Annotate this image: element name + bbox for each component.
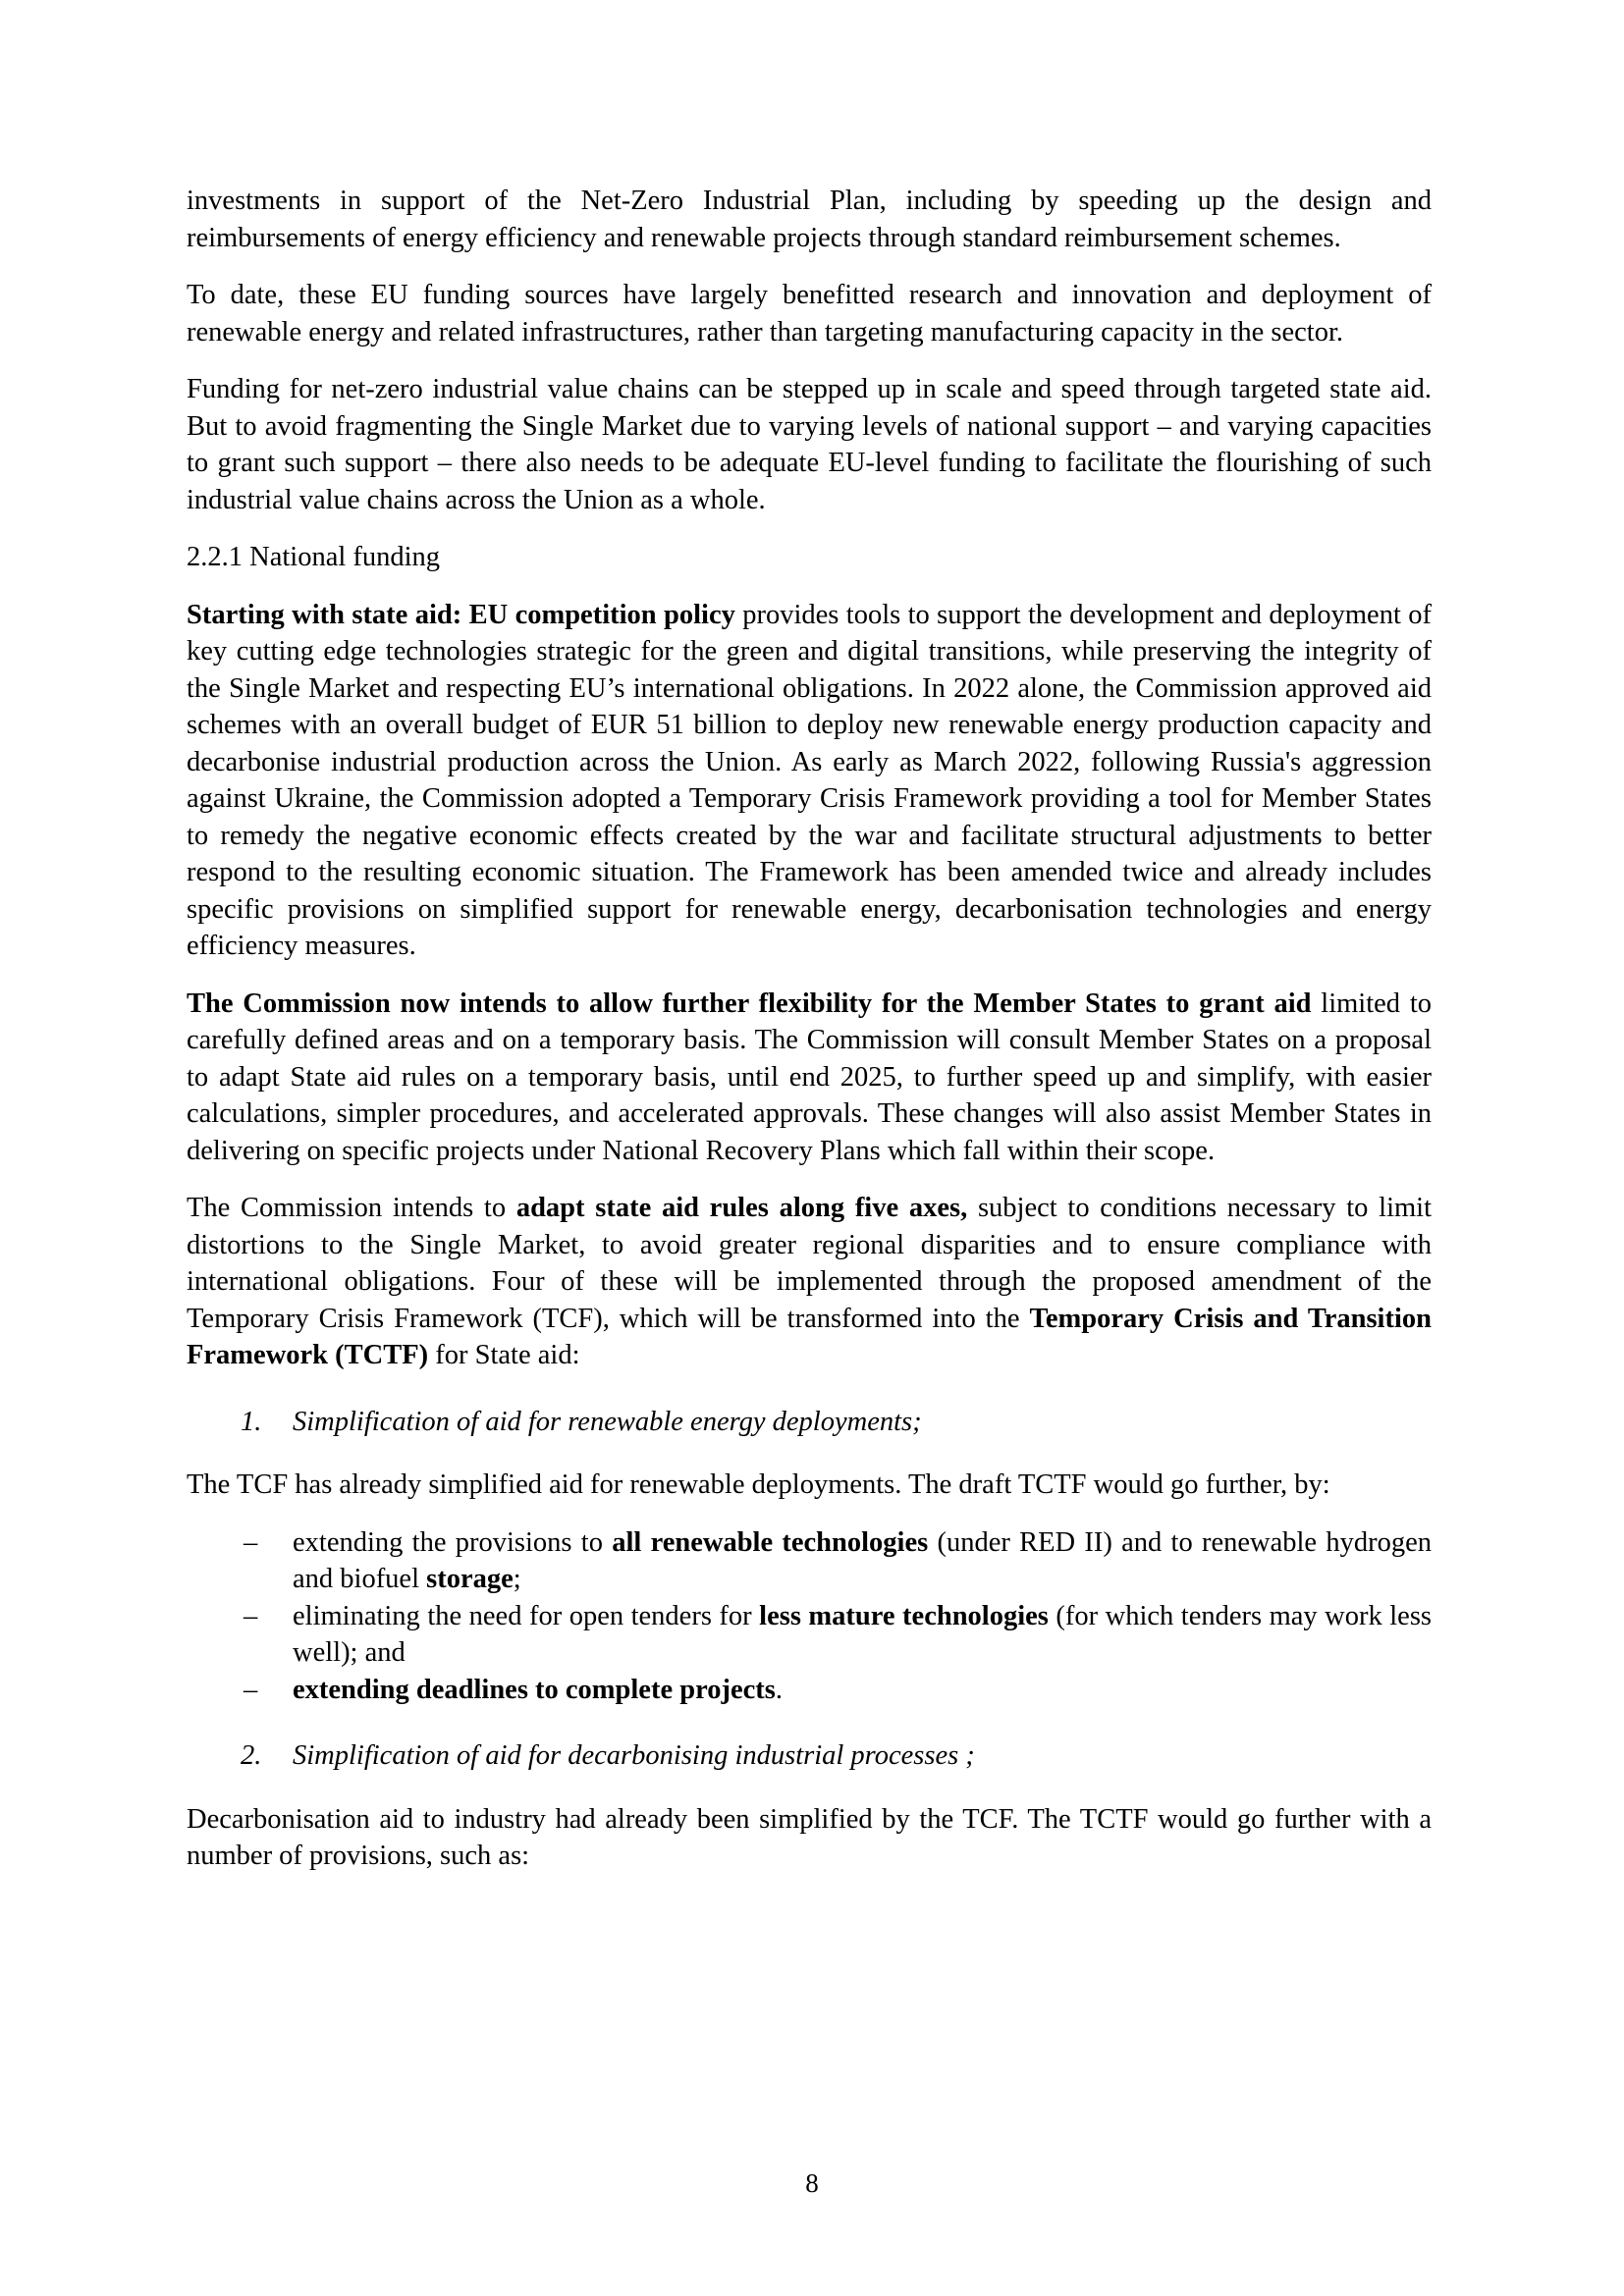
dash-bullet-text: extending deadlines to complete projects. xyxy=(293,1674,783,1705)
paragraph-starting-state-aid: Starting with state aid: EU competition policy provides tools to support the development and deployment of key cutting edge technologies strategic for the green and digital transitions, while preserving the integrity of the Single Market and respecting EU’s international obligations. In 2022 alone, the Commission approved aid schemes with an overall budget of EUR 51 billion to deploy new renewable energy production capacity and decarbonise industrial production across the Union. As early as March 2022, following Russia's aggression against Ukraine, the Commission adopted a Temporary Crisis Framework providing a tool for Member States to remedy the negative economic effects created by the war and facilitate structural adjustments to better respond to the resulting economic situation. The Framework has been amended twice and already includes specific provisions on simplified support for renewable energy, decarbonisation technologies and energy efficiency measures. xyxy=(187,599,1433,961)
page-number: 8 xyxy=(805,2168,819,2198)
numbered-item-2-number: 2. xyxy=(241,1740,262,1771)
numbered-item-1-text: Simplification of aid for renewable energy deployments; xyxy=(293,1406,922,1437)
dash-bullet-list xyxy=(187,1524,1432,1709)
paragraph-funding-value-chains: Funding for net-zero industrial value chains can be stepped up in scale and speed through targeted state aid. But to avoid fragmenting the Single Market due to varying levels of national support – and varying capacities to grant such support – there also needs to be adequate EU-level funding to facilitate the flourishing of such industrial value chains across the Union as a whole. xyxy=(187,374,1432,515)
section-heading-national-funding: 2.2.1 National funding xyxy=(187,542,441,572)
numbered-item-1 xyxy=(187,1404,1432,1441)
numbered-item-2 xyxy=(187,1737,1432,1775)
paragraph-net-zero-continuation: investments in support of the Net-Zero Industrial Plan, including by speeding up the design and reimbursements of energy efficiency and renewable projects through standard reimbursement schemes. xyxy=(187,186,1432,253)
paragraph-commission-flexibility: The Commission now intends to allow further flexibility for the Member States to grant aid limited to carefully defined areas and on a temporary basis. The Commission will consult Member States on a proposal to adapt State aid rules on a temporary basis, until end 2025, to further speed up and simplify, with easier calculations, simpler procedures, and accelerated approvals. These changes will also assist Member States in delivering on specific projects under National Recovery Plans which fall within their scope. xyxy=(187,988,1432,1166)
numbered-item-2-text: Simplification of aid for decarbonising industrial processes ; xyxy=(293,1740,975,1771)
paragraph-decarbonisation-aid: Decarbonisation aid to industry had already been simplified by the TCF. The TCTF would go further with a number of provisions, such as: xyxy=(187,1803,1432,1871)
dash-marker: – xyxy=(244,1600,258,1631)
dash-marker: – xyxy=(244,1674,258,1705)
dash-bullet-text: extending the provisions to all renewable technologies (under RED II) and to renewable hydrogen and biofuel storage; xyxy=(293,1526,1432,1594)
dash-marker: – xyxy=(244,1526,258,1558)
dash-bullet-renewable-technologies xyxy=(187,1524,1432,1598)
paragraph-eu-funding-sources: To date, these EU funding sources have largely benefitted research and innovation and deployment of renewable energy and related infrastructures, rather than targeting manufacturing capacity in the sector. xyxy=(187,280,1432,347)
dash-bullet-text: eliminating the need for open tenders for less mature technologies (for which tenders may work less well); and xyxy=(293,1600,1433,1668)
paragraph-five-axes: The Commission intends to adapt state aid rules along five axes, subject to conditions necessary to limit distortions to the Single Market, to avoid greater regional disparities and to ensure compliance with international obligations. Four of these will be implemented through the proposed amendment of the Temporary Crisis Framework (TCF), which will be transformed into the Temporary Crisis and Transition Framework (TCTF) for State aid: xyxy=(187,1193,1432,1370)
dash-bullet-open-tenders xyxy=(187,1598,1432,1672)
paragraph-tcf-simplified: The TCF has already simplified aid for renewable deployments. The draft TCTF would go further, by: xyxy=(187,1469,1330,1500)
numbered-item-1-number: 1. xyxy=(241,1406,262,1437)
page-content xyxy=(187,183,1432,1896)
dash-bullet-extending-deadlines xyxy=(187,1672,1432,1709)
